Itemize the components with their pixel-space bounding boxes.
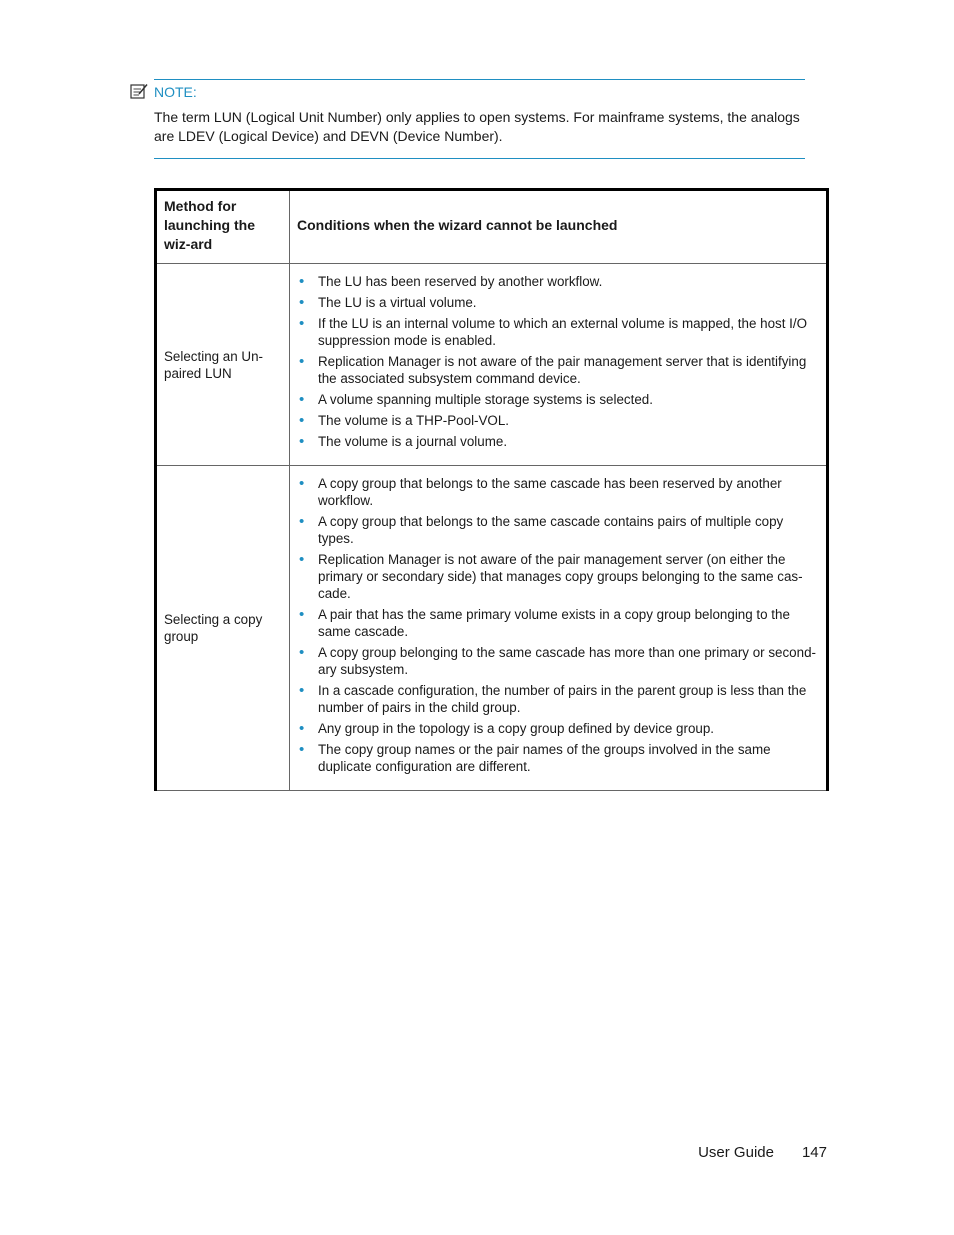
condition-item: • A copy group belonging to the same cascade has more than one primary or second-ary subsystem. (297, 644, 819, 678)
footer-label: User Guide (698, 1144, 774, 1161)
conditions-cell (290, 264, 828, 466)
page-footer (698, 1143, 827, 1163)
condition-item: • Replication Manager is not aware of the pair management server (on either the primary or secondary side) that manages copy groups belonging to the same cas-cade. (297, 551, 819, 602)
condition-item: • The volume is a THP-Pool-VOL. (297, 412, 819, 429)
conditions-list (297, 475, 819, 775)
condition-item: • The LU is a virtual volume. (297, 294, 819, 311)
condition-item: • A copy group that belongs to the same cascade contains pairs of multiple copy types. (297, 513, 819, 547)
condition-item: • A volume spanning multiple storage systems is selected. (297, 391, 819, 408)
table-header-row (156, 190, 828, 264)
condition-item: • Replication Manager is not aware of the pair management server that is identifying the associated subsystem command device. (297, 353, 819, 387)
column-header-method: Method for launching the wiz-ard (156, 190, 290, 264)
column-header-conditions: Conditions when the wizard cannot be launched (290, 190, 828, 264)
condition-item: • Any group in the topology is a copy group defined by device group. (297, 720, 819, 737)
note-label: NOTE: (154, 84, 197, 100)
condition-item: • A pair that has the same primary volume exists in a copy group belonging to the same cascade. (297, 606, 819, 640)
conditions-cell (290, 466, 828, 791)
wizard-conditions-table (154, 188, 829, 791)
method-cell: Selecting an Un-paired LUN (156, 264, 290, 466)
condition-item: • A copy group that belongs to the same cascade has been reserved by another workflow. (297, 475, 819, 509)
note-text: The term LUN (Logical Unit Number) only applies to open systems. For mainframe systems, the analogs are LDEV (Logical Device) and DEVN (Device Number). (154, 109, 800, 144)
table-row (156, 466, 828, 791)
table-row (156, 264, 828, 466)
condition-item: • If the LU is an internal volume to which an external volume is mapped, the host I/O suppression mode is enabled. (297, 315, 819, 349)
method-cell: Selecting a copy group (156, 466, 290, 791)
page-number: 147 (801, 1144, 827, 1161)
condition-item: • The copy group names or the pair names of the groups involved in the same duplicate configuration are different. (297, 741, 819, 775)
condition-item: • The LU has been reserved by another workflow. (297, 273, 819, 290)
note-pencil-icon (130, 83, 148, 99)
note-box (154, 79, 805, 159)
conditions-list (297, 273, 819, 450)
condition-item: • In a cascade configuration, the number of pairs in the parent group is less than the number of pairs in the child group. (297, 682, 819, 716)
condition-item: • The volume is a journal volume. (297, 433, 819, 450)
note-header (154, 82, 805, 102)
